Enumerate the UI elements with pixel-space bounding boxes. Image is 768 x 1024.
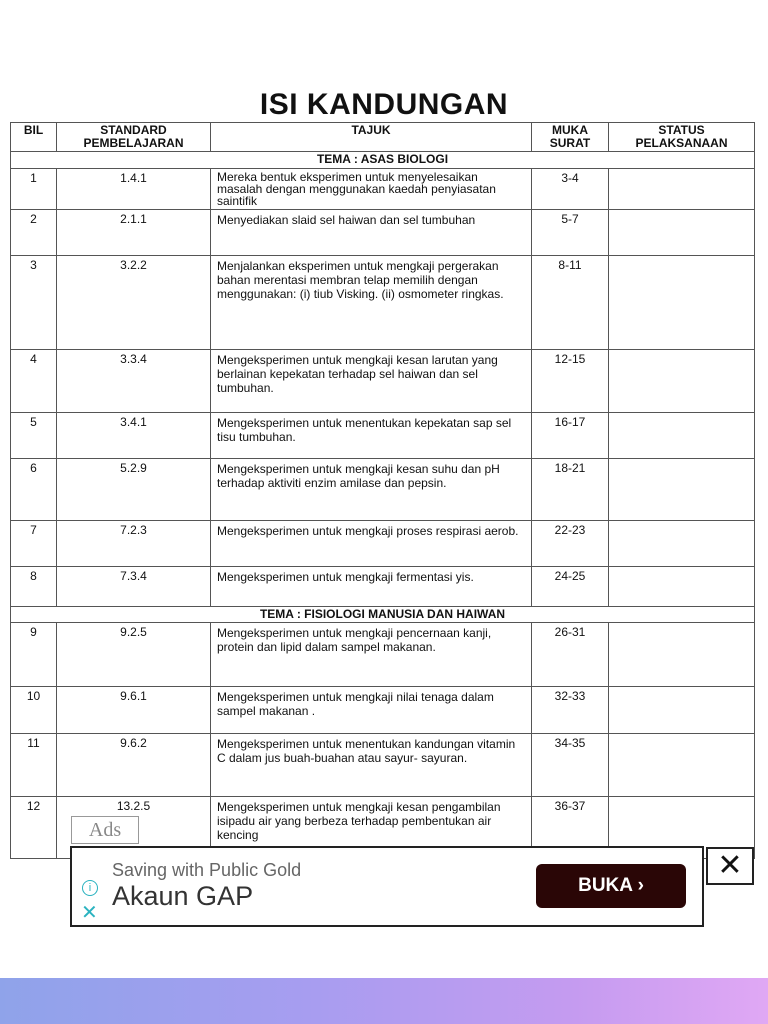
standard-cell: 9.2.5 <box>57 623 211 687</box>
theme-row <box>11 152 755 169</box>
tajuk-cell: Mengeksperimen untuk mengkaji kesan larutan yang berlainan kepekatan terhadap sel haiwan dan sel tumbuhan. <box>211 350 532 413</box>
bil-cell: 6 <box>11 459 57 521</box>
status-cell[interactable] <box>609 623 755 687</box>
muka-surat-cell: 32-33 <box>532 687 609 734</box>
tajuk-cell: Mengeksperimen untuk mengkaji proses respirasi aerob. <box>211 521 532 567</box>
tajuk-cell: Mengeksperimen untuk mengkaji kesan suhu dan pH terhadap aktiviti enzim amilase dan pepsin. <box>211 459 532 521</box>
bil-cell: 5 <box>11 413 57 459</box>
header-muka: MUKA SURAT <box>532 123 609 152</box>
bil-cell: 8 <box>11 567 57 607</box>
muka-surat-cell: 12-15 <box>532 350 609 413</box>
table-row <box>11 567 755 607</box>
tajuk-cell: Mengeksperimen untuk mengkaji pencernaan kanji, protein dan lipid dalam sampel makanan. <box>211 623 532 687</box>
muka-surat-cell: 16-17 <box>532 413 609 459</box>
table-row <box>11 413 755 459</box>
header-standard: STANDARD PEMBELAJARAN <box>57 123 211 152</box>
header-status: STATUS PELAKSANAAN <box>609 123 755 152</box>
table-row <box>11 169 755 210</box>
tajuk-cell: Mengeksperimen untuk mengkaji nilai tenaga dalam sampel makanan . <box>211 687 532 734</box>
standard-cell: 3.3.4 <box>57 350 211 413</box>
header-bil: BIL <box>11 123 57 152</box>
status-cell[interactable] <box>609 521 755 567</box>
ad-subtitle: Saving with Public Gold <box>112 860 302 880</box>
tajuk-cell: Menjalankan eksperimen untuk mengkaji pergerakan bahan merentasi membran telap memilih dengan menggunakan: (i) tiub Visking. (ii) osmometer ringkas. <box>211 256 532 350</box>
chevron-right-icon: › <box>637 875 644 896</box>
standard-cell: 9.6.1 <box>57 687 211 734</box>
bil-cell: 7 <box>11 521 57 567</box>
muka-surat-cell: 8-11 <box>532 256 609 350</box>
header-row <box>11 123 755 152</box>
standard-cell: 1.4.1 <box>57 169 211 210</box>
contents-table <box>10 122 755 859</box>
tajuk-cell: Mengeksperimen untuk menentukan kepekatan sap sel tisu tumbuhan. <box>211 413 532 459</box>
table-row <box>11 734 755 797</box>
muka-surat-cell: 22-23 <box>532 521 609 567</box>
page-title: ISI KANDUNGAN <box>259 88 509 121</box>
table-row <box>11 623 755 687</box>
table-row <box>11 210 755 256</box>
theme-row <box>11 607 755 623</box>
header-tajuk: TAJUK <box>211 123 532 152</box>
muka-surat-cell: 18-21 <box>532 459 609 521</box>
muka-surat-cell: 5-7 <box>532 210 609 256</box>
status-cell[interactable] <box>609 350 755 413</box>
bil-cell: 9 <box>11 623 57 687</box>
bil-cell: 1 <box>11 169 57 210</box>
theme-label: TEMA : ASAS BIOLOGI <box>11 152 755 169</box>
status-cell[interactable] <box>609 459 755 521</box>
standard-cell: 5.2.9 <box>57 459 211 521</box>
muka-surat-cell: 26-31 <box>532 623 609 687</box>
tajuk-cell: Mengeksperimen untuk menentukan kandungan vitamin C dalam jus buah-buahan atau sayur- sayuran. <box>211 734 532 797</box>
table-row <box>11 687 755 734</box>
status-cell[interactable] <box>609 413 755 459</box>
muka-surat-cell: 36-37 <box>532 797 609 859</box>
bil-cell: 2 <box>11 210 57 256</box>
standard-cell: 13.2.5 <box>57 797 211 859</box>
footer-gradient <box>0 978 768 1024</box>
status-cell[interactable] <box>609 567 755 607</box>
status-cell[interactable] <box>609 734 755 797</box>
standard-cell: 3.4.1 <box>57 413 211 459</box>
standard-cell: 3.2.2 <box>57 256 211 350</box>
tajuk-cell: Mereka bentuk eksperimen untuk menyelesaikan masalah dengan menggunakan kaedah penyiasatan saintifik <box>211 169 532 210</box>
standard-cell: 7.3.4 <box>57 567 211 607</box>
table-row <box>11 521 755 567</box>
open-button[interactable] <box>536 864 686 908</box>
tajuk-cell: Mengeksperimen untuk mengkaji fermentasi yis. <box>211 567 532 607</box>
standard-cell: 2.1.1 <box>57 210 211 256</box>
bil-cell: 3 <box>11 256 57 350</box>
tajuk-cell: Mengeksperimen untuk mengkaji kesan pengambilan isipadu air yang berbeza terhadap pembentukan air kencing <box>211 797 532 859</box>
table-row <box>11 350 755 413</box>
bil-cell: 11 <box>11 734 57 797</box>
standard-cell: 7.2.3 <box>57 521 211 567</box>
ad-banner[interactable] <box>70 846 704 927</box>
status-cell[interactable] <box>609 687 755 734</box>
info-icon[interactable]: i <box>82 880 98 896</box>
muka-surat-cell: 3-4 <box>532 169 609 210</box>
table-row <box>11 256 755 350</box>
tajuk-cell: Menyediakan slaid sel haiwan dan sel tumbuhan <box>211 210 532 256</box>
status-cell[interactable] <box>609 169 755 210</box>
standard-cell: 9.6.2 <box>57 734 211 797</box>
bil-cell: 10 <box>11 687 57 734</box>
bil-cell: 4 <box>11 350 57 413</box>
muka-surat-cell: 24-25 <box>532 567 609 607</box>
bil-cell: 12 <box>11 797 57 859</box>
table-row <box>11 459 755 521</box>
close-ad-icon[interactable]: ✕ <box>81 902 98 924</box>
status-cell[interactable] <box>609 256 755 350</box>
open-button-label: BUKA <box>578 875 633 896</box>
muka-surat-cell: 34-35 <box>532 734 609 797</box>
close-button[interactable]: ✕ <box>706 847 754 885</box>
status-cell[interactable] <box>609 210 755 256</box>
ad-headline: Akaun GAP <box>112 881 254 911</box>
ads-label: Ads <box>71 816 139 844</box>
theme-label: TEMA : FISIOLOGI MANUSIA DAN HAIWAN <box>11 607 755 623</box>
